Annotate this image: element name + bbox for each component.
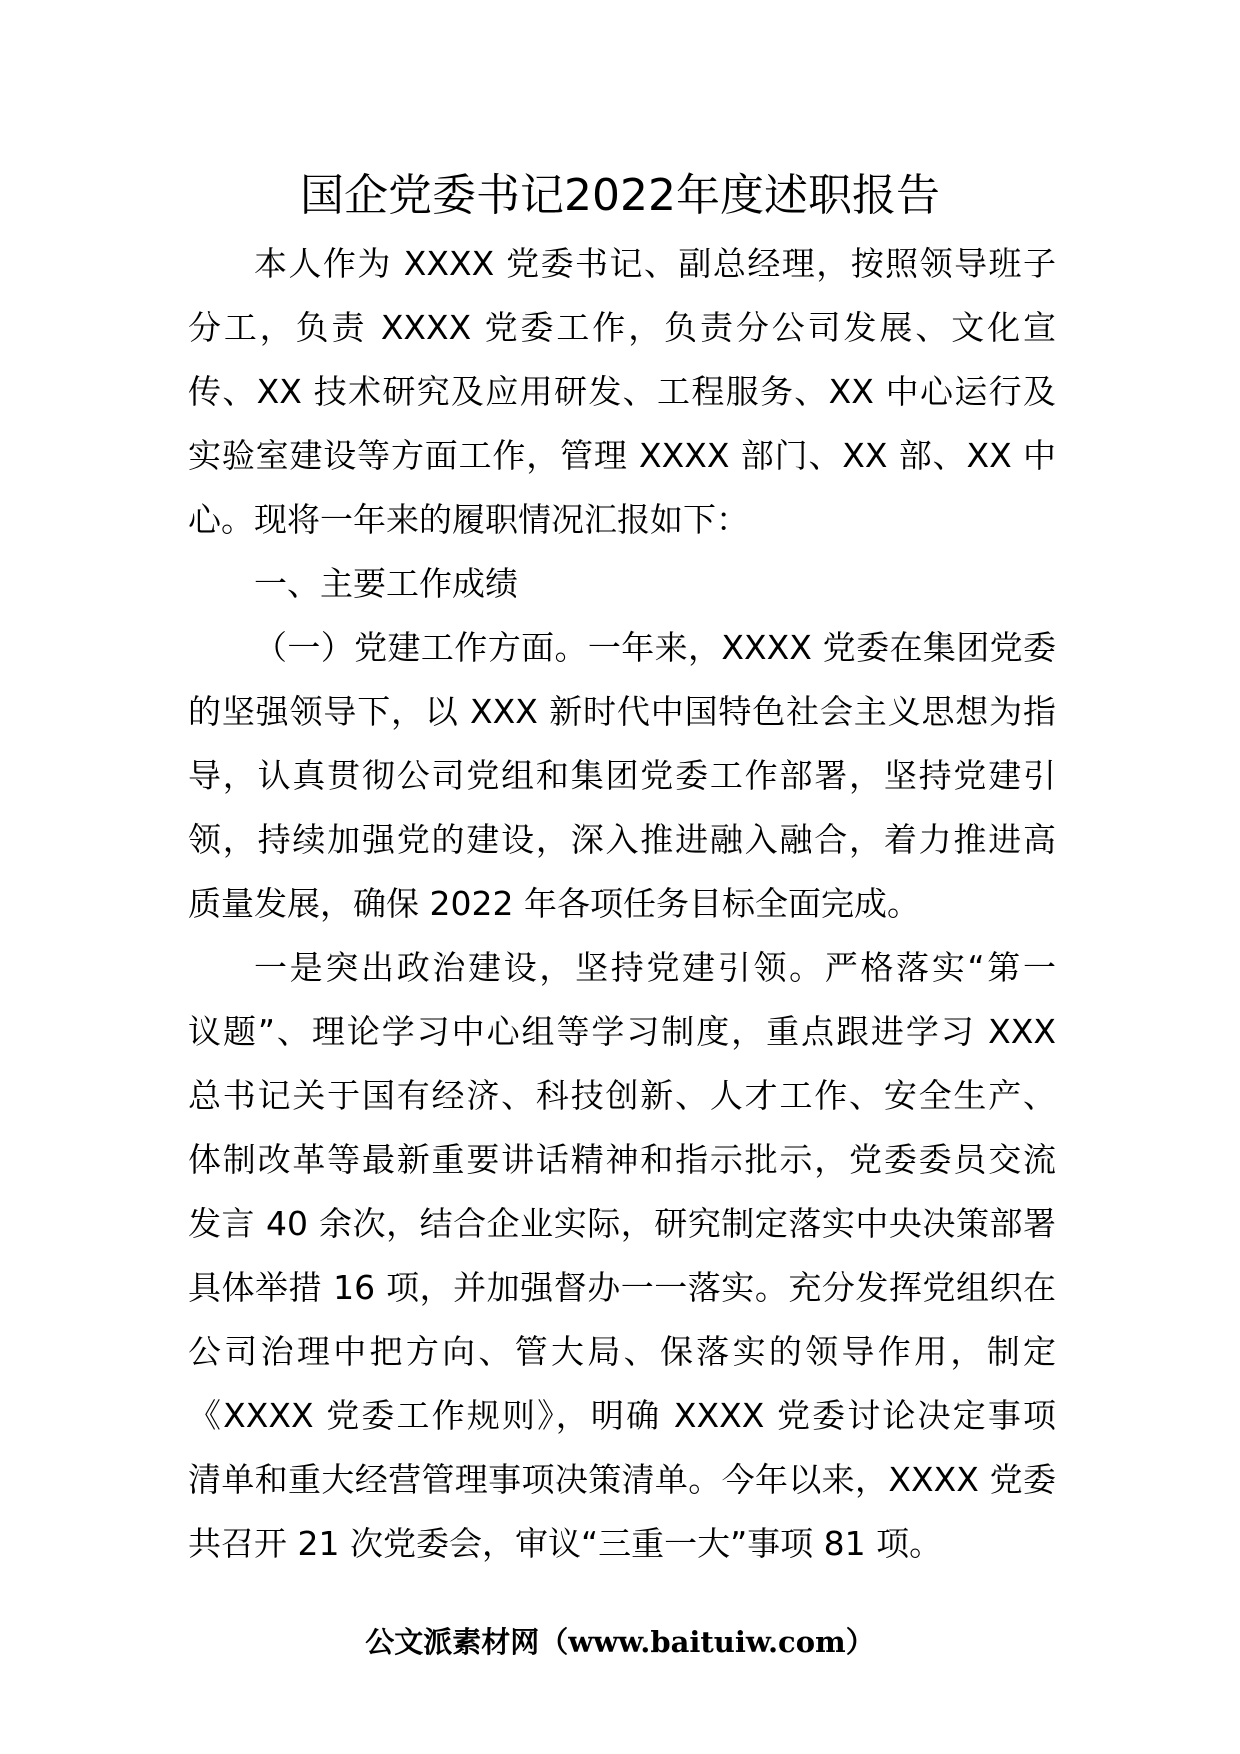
- paragraph-line: 体制改革等最新重要讲话精神和指示批示，党委委员交流: [188, 1140, 1056, 1179]
- paragraph-line: 质量发展，确保 2022 年各项任务目标全面完成。: [188, 884, 920, 923]
- paragraph-line: 共召开 21 次党委会，审议“三重一大”事项 81 项。: [188, 1524, 943, 1563]
- paragraph-line: 心。现将一年来的履职情况汇报如下：: [188, 500, 749, 539]
- paragraph-line: 实验室建设等方面工作，管理 XXXX 部门、XX 部、XX 中: [188, 436, 1056, 475]
- footer-watermark: 公文派素材网（www.baituiw.com）: [365, 1625, 875, 1659]
- paragraph-line: 具体举措 16 项，并加强督办一一落实。充分发挥党组织在: [188, 1268, 1056, 1307]
- paragraph-line: 一是突出政治建设，坚持党建引领。严格落实“第一: [254, 948, 1056, 987]
- paragraph-line: 本人作为 XXXX 党委书记、副总经理，按照领导班子: [254, 244, 1056, 283]
- document-title: 国企党委书记2022年度述职报告: [300, 170, 940, 221]
- paragraph-line: 传、XX 技术研究及应用研发、工程服务、XX 中心运行及: [188, 372, 1056, 411]
- paragraph-line: 导，认真贯彻公司党组和集团党委工作部署，坚持党建引: [188, 756, 1056, 795]
- paragraph-line: 公司治理中把方向、管大局、保落实的领导作用，制定: [188, 1332, 1056, 1371]
- paragraph-line: 发言 40 余次，结合企业实际，研究制定落实中央决策部署: [188, 1204, 1056, 1243]
- paragraph-line: 议题”、理论学习中心组等学习制度，重点跟进学习 XXX: [188, 1012, 1056, 1051]
- section-heading: 一、主要工作成绩: [254, 564, 518, 603]
- paragraph-line: 总书记关于国有经济、科技创新、人才工作、安全生产、: [188, 1076, 1056, 1115]
- paragraph-line: 分工，负责 XXXX 党委工作，负责分公司发展、文化宣: [188, 308, 1056, 347]
- paragraph-line: 的坚强领导下，以 XXX 新时代中国特色社会主义思想为指: [188, 692, 1056, 731]
- paragraph-line: 《XXXX 党委工作规则》，明确 XXXX 党委讨论决定事项: [188, 1396, 1056, 1435]
- paragraph-line: 清单和重大经营管理事项决策清单。今年以来，XXXX 党委: [188, 1460, 1056, 1499]
- paragraph-line: 领，持续加强党的建设，深入推进融入融合，着力推进高: [188, 820, 1056, 859]
- paragraph-line: （一）党建工作方面。一年来，XXXX 党委在集团党委: [254, 628, 1056, 667]
